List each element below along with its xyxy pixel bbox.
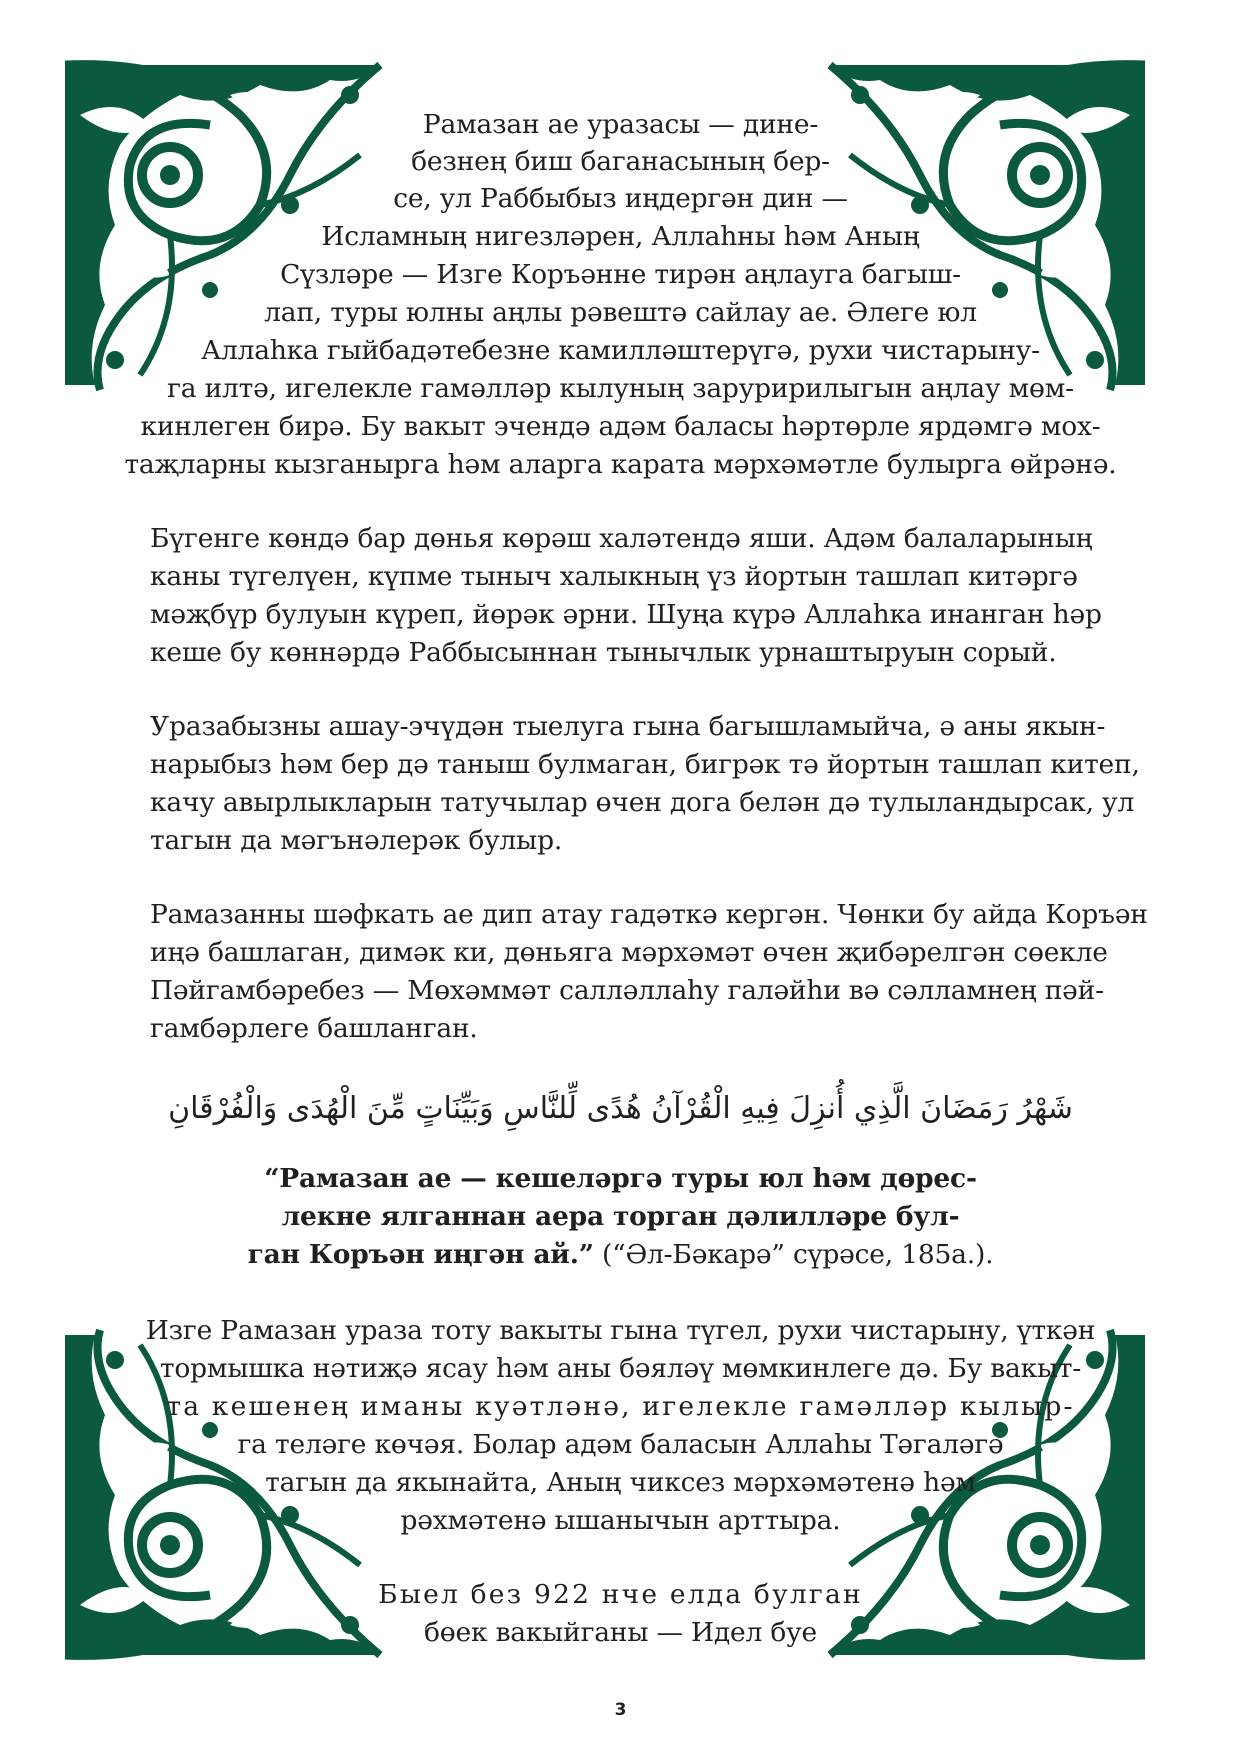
text-line: Быел без 922 нче елда булган: [378, 1579, 863, 1610]
quote-line: лекне ялганнан аера торган дәлилләре бул-: [281, 1201, 960, 1232]
text-line: Бүгенге көндә бар дөнья көрәш халәтендә яши. Адәм балаларының: [150, 523, 1093, 554]
text-line: тагын да мәгънәлерәк булыр.: [150, 825, 563, 856]
text-line: гамбәрлеге башланган.: [150, 1013, 478, 1044]
text-line: бөек вакыйганы — Идел буе: [424, 1617, 817, 1648]
text-line: га илтә, игелекле гамәлләр кылуның заруририлыгын аңлау мөм-: [167, 373, 1074, 404]
text-line: Уразабызны ашау-эчүдән тыелуга гына багышламыйча, ә аны якын-: [150, 711, 1106, 742]
text-line: Изге Рамазан ураза тоту вакыты гына түгел, рухи чистарыну, үткән: [145, 1315, 1096, 1346]
text-line: Рамазанны шәфкать ае дип атау гадәткә кергән. Чөнки бу айда Коръән: [150, 899, 1148, 930]
text-line: каны түгелүен, күпме тыныч халыкның үз йортын ташлап китәргә: [150, 561, 1078, 592]
quote-line: “Рамазан ае — кешеләргә туры юл һәм дөрес-: [264, 1163, 977, 1194]
page-number: 3: [614, 1700, 627, 1720]
text-line: кеше бу көннәрдә Раббысыннан тынычлык урнаштыруын сорый.: [150, 637, 1057, 668]
text-line: кинлеген бирә. Бу вакыт эчендә адәм баласы һәртөрле ярдәмгә мох-: [140, 411, 1101, 442]
text-line: таҗларны кызганырга һәм аларга карата мәрхәмәтле булырга өйрәнә.: [124, 449, 1117, 480]
text-line: нарыбыз һәм бер дә таныш булмаган, бигрәк тә йортын ташлап китеп,: [150, 749, 1140, 780]
quote-source: (“Әл-Бәкарә” сүрәсе, 185а.).: [593, 1239, 994, 1270]
quote-line-with-source: [0, 1236, 1241, 1273]
text-line: Исламның нигезләрен, Аллаһны һәм Аның: [321, 221, 920, 252]
text-line: Сүзләре — Изге Коръәнне тирән аңлауга багыш-: [280, 259, 961, 290]
text-line: тагын да якынайта, Аның чиксез мәрхәмәтенә һәм: [265, 1467, 976, 1498]
text-line: га теләге көчәя. Болар адәм баласын Аллаһы Тәгаләгә: [237, 1429, 1004, 1460]
text-line: Аллаһка гыйбадәтебезне камилләштерүгә, рухи чистарыну-: [201, 335, 1040, 366]
quote-line: ган Коръән иңгән ай.”: [247, 1239, 594, 1270]
text-line: тормышка нәтиҗә ясау һәм аны бәяләү мөмкинлеге дә. Бу вакыт-: [159, 1353, 1082, 1384]
text-line: иңә башлаган, димәк ки, дөньяга мәрхәмәт өчен җибәрелгән сөекле: [150, 937, 1108, 968]
text-line: мәҗбүр булуын күреп, йөрәк әрни. Шуңа күрә Аллаһка инанган һәр: [150, 599, 1102, 630]
text-line: Пәйгамбәребез — Мөхәммәт салләллаһу галәйһи вә сәлламнең пәй-: [150, 975, 1104, 1006]
text-line: та кешенең иманы куәтләнә, игелекле гамәлләр кылыр-: [166, 1391, 1075, 1422]
text-line: качу авырлыкларын татучылар өчен дога белән дә тулыландырсак, ул: [150, 787, 1135, 818]
text-line: Рамазан ае уразасы — дине-: [422, 109, 819, 140]
text-line: безнең биш баганасының бер-: [411, 146, 830, 177]
text-line: лап, туры юлны аңлы рәвештә сайлау ае. Әлеге юл: [264, 297, 977, 328]
text-line: се, ул Раббыбыз иңдергән дин —: [393, 183, 848, 214]
arabic-verse: شَهْرُ رَمَضَانَ الَّذِي أُنزِلَ فِيهِ الْقُرْآنُ هُدًى لِّلنَّاسِ وَبَيِّنَاتٍ مِّنَ الْهُدَى وَالْفُرْقَانِ: [168, 1091, 1073, 1126]
text-line: рәхмәтенә ышанычын арттыра.: [400, 1505, 841, 1536]
